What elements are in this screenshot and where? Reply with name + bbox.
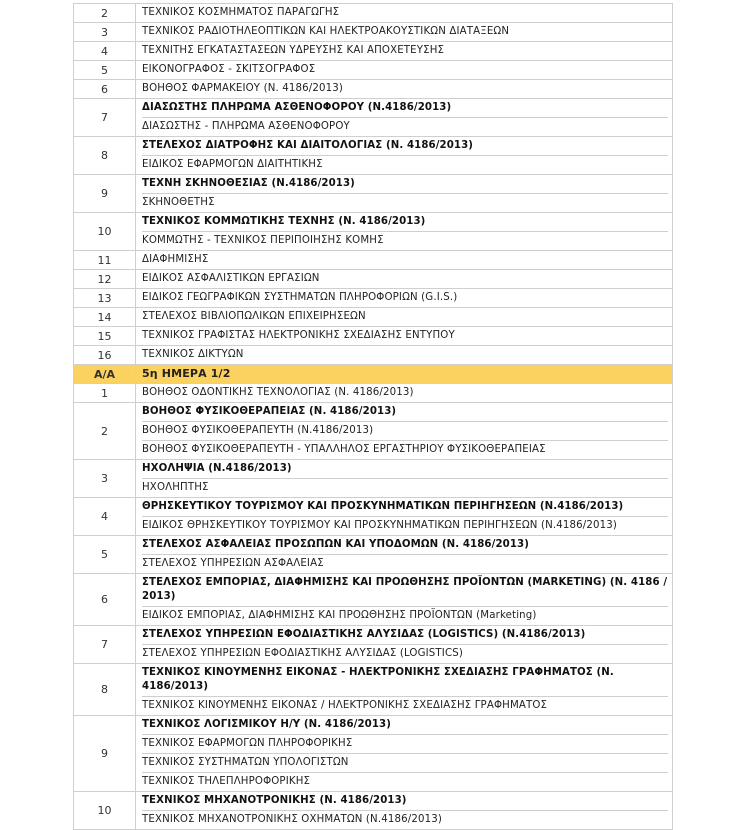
- day-5-section: [74, 384, 673, 830]
- row-number: 9: [74, 175, 136, 213]
- row-specialties: [136, 80, 673, 99]
- specialty-subtitle: ΤΕΧΝΙΚΟΣ ΣΥΣΤΗΜΑΤΩΝ ΥΠΟΛΟΓΙΣΤΩΝ: [142, 754, 668, 773]
- specialty-subtitle: ΤΕΧΝΙΤΗΣ ΕΓΚΑΤΑΣΤΑΣΕΩΝ ΥΔΡΕΥΣΗΣ ΚΑΙ ΑΠΟΧΕΤΕΥΣΗΣ: [142, 45, 445, 56]
- row-specialties: [136, 403, 673, 460]
- row-number: 9: [74, 716, 136, 792]
- header-aa-cell: Α/Α: [74, 365, 136, 384]
- specialty-subtitle: ΤΕΧΝΙΚΟΣ ΚΟΣΜΗΜΑΤΟΣ ΠΑΡΑΓΩΓΗΣ: [142, 7, 340, 18]
- table-row: [74, 289, 673, 308]
- row-number: 12: [74, 270, 136, 289]
- row-specialties: [136, 137, 673, 175]
- row-specialties: [136, 99, 673, 137]
- specialty-subtitle: ΤΕΧΝΙΚΟΣ ΡΑΔΙΟΤΗΛΕΟΠΤΙΚΩΝ ΚΑΙ ΗΛΕΚΤΡΟΑΚΟΥΣΤΙΚΩΝ ΔΙΑΤΑΞΕΩΝ: [142, 26, 510, 37]
- specialty-subtitle: ΒΟΗΘΟΣ ΦΥΣΙΚΟΘΕΡΑΠΕΥΤΗ - ΥΠΑΛΛΗΛΟΣ ΕΡΓΑΣΤΗΡΙΟΥ ΦΥΣΙΚΟΘΕΡΑΠΕΙΑΣ: [142, 444, 546, 455]
- day-previous-section: [74, 4, 673, 365]
- row-number: 7: [74, 626, 136, 664]
- row-specialties: [136, 384, 673, 403]
- table-row: [74, 792, 673, 830]
- specialties-table: [73, 3, 673, 830]
- header-title-cell: [136, 365, 673, 384]
- specialty-subtitle: ΒΟΗΘΟΣ ΦΥΣΙΚΟΘΕΡΑΠΕΥΤΗ (Ν.4186/2013): [142, 422, 668, 441]
- row-specialties: [136, 327, 673, 346]
- specialty-subtitle: ΕΙΔΙΚΟΣ ΕΜΠΟΡΙΑΣ, ΔΙΑΦΗΜΙΣΗΣ ΚΑΙ ΠΡΟΩΘΗΣΗΣ ΠΡΟΪΟΝΤΩΝ (Marketing): [142, 610, 537, 621]
- specialty-title: ΤΕΧΝΙΚΟΣ ΛΟΓΙΣΜΙΚΟΥ Η/Υ (Ν. 4186/2013): [142, 716, 668, 735]
- specialty-title: ΣΤΕΛΕΧΟΣ ΑΣΦΑΛΕΙΑΣ ΠΡΟΣΩΠΩΝ ΚΑΙ ΥΠΟΔΟΜΩΝ (Ν. 4186/2013): [142, 536, 668, 555]
- row-number: 16: [74, 346, 136, 365]
- row-specialties: [136, 626, 673, 664]
- row-number: 4: [74, 42, 136, 61]
- row-number: 4: [74, 498, 136, 536]
- row-number: 15: [74, 327, 136, 346]
- table-row: [74, 346, 673, 365]
- table-row: [74, 460, 673, 498]
- row-specialties: [136, 251, 673, 270]
- table-row: [74, 716, 673, 792]
- row-number: 2: [74, 403, 136, 460]
- header-title: 5η ΗΜΕΡΑ 1/2: [142, 367, 231, 380]
- specialty-title: ΗΧΟΛΗΨΙΑ (Ν.4186/2013): [142, 460, 668, 479]
- table-row: [74, 536, 673, 574]
- row-specialties: [136, 536, 673, 574]
- table-row: [74, 251, 673, 270]
- table-row: [74, 99, 673, 137]
- table-row: [74, 213, 673, 251]
- table-row: [74, 574, 673, 626]
- row-specialties: [136, 460, 673, 498]
- specialty-subtitle: ΔΙΑΣΩΣΤΗΣ - ΠΛΗΡΩΜΑ ΑΣΘΕΝΟΦΟΡΟΥ: [142, 121, 350, 132]
- table-row: [74, 42, 673, 61]
- specialty-subtitle: ΕΙΔΙΚΟΣ ΑΣΦΑΛΙΣΤΙΚΩΝ ΕΡΓΑΣΙΩΝ: [142, 273, 320, 284]
- row-specialties: [136, 61, 673, 80]
- day-header-row: [74, 365, 673, 384]
- table-row: [74, 403, 673, 460]
- row-specialties: [136, 716, 673, 792]
- table-row: [74, 80, 673, 99]
- row-number: 14: [74, 308, 136, 327]
- specialty-subtitle: ΣΚΗΝΟΘΕΤΗΣ: [142, 197, 215, 208]
- row-number: 11: [74, 251, 136, 270]
- specialty-subtitle: ΕΙΚΟΝΟΓΡΑΦΟΣ - ΣΚΙΤΣΟΓΡΑΦΟΣ: [142, 64, 316, 75]
- row-number: 8: [74, 137, 136, 175]
- row-number: 1: [74, 384, 136, 403]
- specialty-title: ΘΡΗΣΚΕΥΤΙΚΟΥ ΤΟΥΡΙΣΜΟΥ ΚΑΙ ΠΡΟΣΚΥΝΗΜΑΤΙΚΩΝ ΠΕΡΙΗΓΗΣΕΩΝ (Ν.4186/2013): [142, 498, 668, 517]
- specialty-subtitle: ΤΕΧΝΙΚΟΣ ΕΦΑΡΜΟΓΩΝ ΠΛΗΡΟΦΟΡΙΚΗΣ: [142, 735, 668, 754]
- specialty-subtitle: ΤΕΧΝΙΚΟΣ ΔΙΚΤΥΩΝ: [142, 349, 244, 360]
- row-specialties: [136, 23, 673, 42]
- row-specialties: [136, 213, 673, 251]
- specialty-subtitle: ΕΙΔΙΚΟΣ ΘΡΗΣΚΕΥΤΙΚΟΥ ΤΟΥΡΙΣΜΟΥ ΚΑΙ ΠΡΟΣΚΥΝΗΜΑΤΙΚΩΝ ΠΕΡΙΗΓΗΣΕΩΝ (Ν.4186/2013): [142, 520, 617, 531]
- table-row: [74, 626, 673, 664]
- specialty-title: ΣΤΕΛΕΧΟΣ ΔΙΑΤΡΟΦΗΣ ΚΑΙ ΔΙΑΙΤΟΛΟΓΙΑΣ (Ν. 4186/2013): [142, 137, 668, 156]
- row-number: 3: [74, 23, 136, 42]
- row-specialties: [136, 289, 673, 308]
- row-specialties: [136, 792, 673, 830]
- specialty-subtitle: ΤΕΧΝΙΚΟΣ ΤΗΛΕΠΛΗΡΟΦΟΡΙΚΗΣ: [142, 776, 311, 787]
- row-number: 8: [74, 664, 136, 716]
- specialty-subtitle: ΤΕΧΝΙΚΟΣ ΚΙΝΟΥΜΕΝΗΣ ΕΙΚΟΝΑΣ / ΗΛΕΚΤΡΟΝΙΚΗΣ ΣΧΕΔΙΑΣΗΣ ΓΡΑΦΗΜΑΤΟΣ: [142, 700, 548, 711]
- row-number: 10: [74, 792, 136, 830]
- table-row: [74, 137, 673, 175]
- specialty-title: ΣΤΕΛΕΧΟΣ ΕΜΠΟΡΙΑΣ, ΔΙΑΦΗΜΙΣΗΣ ΚΑΙ ΠΡΟΩΘΗΣΗΣ ΠΡΟΪΟΝΤΩΝ (MARKETING) (Ν. 4186 / 2013): [142, 574, 668, 607]
- day-header-section: [74, 365, 673, 384]
- specialty-title: ΤΕΧΝΗ ΣΚΗΝΟΘΕΣΙΑΣ (Ν.4186/2013): [142, 175, 668, 194]
- row-number: 10: [74, 213, 136, 251]
- row-number: 13: [74, 289, 136, 308]
- table-row: [74, 384, 673, 403]
- specialty-subtitle: ΔΙΑΦΗΜΙΣΗΣ: [142, 254, 209, 265]
- table-row: [74, 175, 673, 213]
- row-number: 6: [74, 80, 136, 99]
- specialty-subtitle: ΕΙΔΙΚΟΣ ΓΕΩΓΡΑΦΙΚΩΝ ΣΥΣΤΗΜΑΤΩΝ ΠΛΗΡΟΦΟΡΙΩΝ (G.I.S.): [142, 292, 458, 303]
- row-specialties: [136, 574, 673, 626]
- table-row: [74, 308, 673, 327]
- table-row: [74, 23, 673, 42]
- specialty-title: ΤΕΧΝΙΚΟΣ ΚΙΝΟΥΜΕΝΗΣ ΕΙΚΟΝΑΣ - ΗΛΕΚΤΡΟΝΙΚΗΣ ΣΧΕΔΙΑΣΗΣ ΓΡΑΦΗΜΑΤΟΣ (Ν. 4186/2013): [142, 664, 668, 697]
- specialty-subtitle: ΤΕΧΝΙΚΟΣ ΓΡΑΦΙΣΤΑΣ ΗΛΕΚΤΡΟΝΙΚΗΣ ΣΧΕΔΙΑΣΗΣ ΕΝΤΥΠΟΥ: [142, 330, 455, 341]
- specialty-subtitle: ΣΤΕΛΕΧΟΣ ΥΠΗΡΕΣΙΩΝ ΑΣΦΑΛΕΙΑΣ: [142, 558, 324, 569]
- specialty-title: ΣΤΕΛΕΧΟΣ ΥΠΗΡΕΣΙΩΝ ΕΦΟΔΙΑΣΤΙΚΗΣ ΑΛΥΣΙΔΑΣ (LOGISTICS) (Ν.4186/2013): [142, 626, 668, 645]
- row-specialties: [136, 42, 673, 61]
- row-specialties: [136, 270, 673, 289]
- specialty-subtitle: ΗΧΟΛΗΠΤΗΣ: [142, 482, 209, 493]
- row-number: 7: [74, 99, 136, 137]
- row-specialties: [136, 346, 673, 365]
- table-row: [74, 4, 673, 23]
- row-specialties: [136, 175, 673, 213]
- row-number: 6: [74, 574, 136, 626]
- table-row: [74, 664, 673, 716]
- table-row: [74, 61, 673, 80]
- specialty-subtitle: ΒΟΗΘΟΣ ΟΔΟΝΤΙΚΗΣ ΤΕΧΝΟΛΟΓΙΑΣ (Ν. 4186/2013): [142, 387, 414, 398]
- specialty-subtitle: ΕΙΔΙΚΟΣ ΕΦΑΡΜΟΓΩΝ ΔΙΑΙΤΗΤΙΚΗΣ: [142, 159, 323, 170]
- table-row: [74, 270, 673, 289]
- row-specialties: [136, 498, 673, 536]
- row-specialties: [136, 308, 673, 327]
- row-number: 3: [74, 460, 136, 498]
- table-row: [74, 327, 673, 346]
- row-number: 5: [74, 61, 136, 80]
- specialty-title: ΤΕΧΝΙΚΟΣ ΜΗΧΑΝΟΤΡΟΝΙΚΗΣ (Ν. 4186/2013): [142, 792, 668, 811]
- specialty-subtitle: ΤΕΧΝΙΚΟΣ ΜΗΧΑΝΟΤΡΟΝΙΚΗΣ ΟΧΗΜΑΤΩΝ (Ν.4186/2013): [142, 814, 442, 825]
- row-number: 5: [74, 536, 136, 574]
- table-row: [74, 498, 673, 536]
- specialty-subtitle: ΣΤΕΛΕΧΟΣ ΒΙΒΛΙΟΠΩΛΙΚΩΝ ΕΠΙΧΕΙΡΗΣΕΩΝ: [142, 311, 366, 322]
- row-specialties: [136, 664, 673, 716]
- specialty-title: ΒΟΗΘΟΣ ΦΥΣΙΚΟΘΕΡΑΠΕΙΑΣ (Ν. 4186/2013): [142, 403, 668, 422]
- specialty-subtitle: ΚΟΜΜΩΤΗΣ - ΤΕΧΝΙΚΟΣ ΠΕΡΙΠΟΙΗΣΗΣ ΚΟΜΗΣ: [142, 235, 384, 246]
- specialty-subtitle: ΣΤΕΛΕΧΟΣ ΥΠΗΡΕΣΙΩΝ ΕΦΟΔΙΑΣΤΙΚΗΣ ΑΛΥΣΙΔΑΣ (LOGISTICS): [142, 648, 463, 659]
- specialty-title: ΤΕΧΝΙΚΟΣ ΚΟΜΜΩΤΙΚΗΣ ΤΕΧΝΗΣ (Ν. 4186/2013): [142, 213, 668, 232]
- row-specialties: [136, 4, 673, 23]
- row-number: 2: [74, 4, 136, 23]
- specialty-title: ΔΙΑΣΩΣΤΗΣ ΠΛΗΡΩΜΑ ΑΣΘΕΝΟΦΟΡΟΥ (Ν.4186/2013): [142, 99, 668, 118]
- specialty-subtitle: ΒΟΗΘΟΣ ΦΑΡΜΑΚΕΙΟΥ (Ν. 4186/2013): [142, 83, 344, 94]
